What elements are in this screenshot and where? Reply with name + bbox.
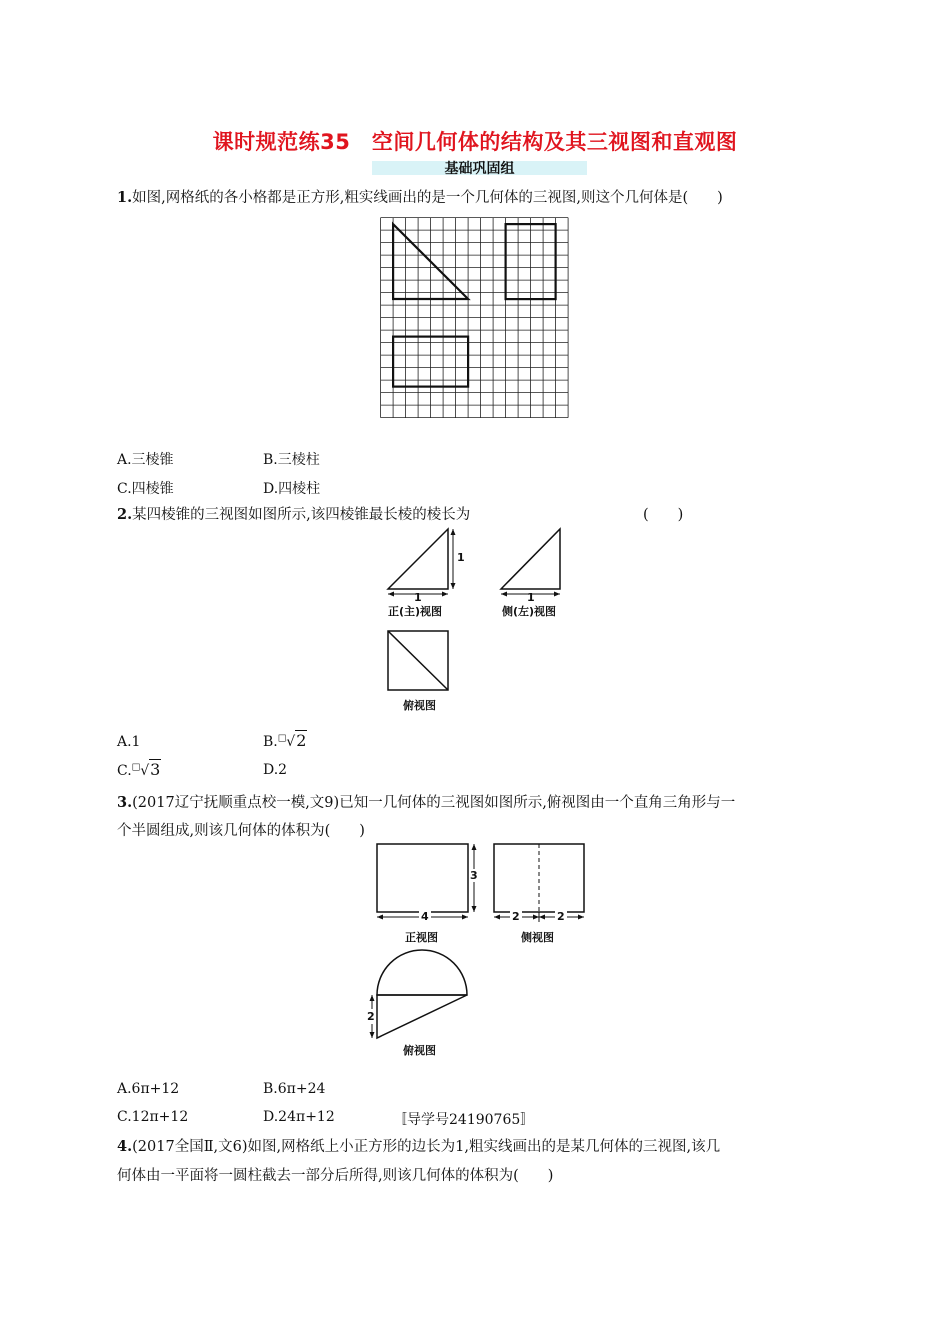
q3-side-caption: 侧视图	[521, 931, 554, 944]
q1-option-a[interactable]: A.三棱锥	[117, 452, 174, 468]
q3-front-caption: 正视图	[405, 931, 438, 944]
q1-option-d[interactable]: D.四棱柱	[263, 481, 321, 497]
question-2-text: 某四棱锥的三视图如图所示,该四棱锥最长棱的棱长为	[132, 507, 471, 523]
question-3-line-1: 3.(2017辽宁抚顺重点校一模,文9)已知一几何体的三视图如图所示,俯视图由一个直角三角形与一	[117, 794, 736, 811]
q3-dim-side-right: 2	[557, 910, 565, 923]
q3-front-view-rect	[377, 844, 468, 912]
q3-top-view-triangle	[377, 995, 467, 1038]
q3-dim-side-left: 2	[512, 910, 520, 923]
question-2-answer-paren: ( )	[643, 507, 684, 523]
q3-dim-front-height: 3	[470, 869, 478, 882]
q2-side-caption: 侧(左)视图	[502, 605, 557, 618]
page-title: 课时规范练35 空间几何体的结构及其三视图和直观图	[212, 130, 738, 154]
q2-option-d[interactable]: D.2	[263, 762, 288, 778]
q3-dim-top-height: 2	[367, 1010, 375, 1023]
q2-option-c[interactable]: C.□√3	[117, 760, 161, 779]
q2-dim-side-width: 1	[527, 591, 535, 604]
q3-option-a[interactable]: A.6π+12	[117, 1081, 180, 1097]
question-2-number: 2.	[117, 506, 133, 523]
question-4-number: 4.	[117, 1138, 133, 1155]
q3-option-b[interactable]: B.6π+24	[263, 1081, 326, 1097]
q3-top-caption: 俯视图	[403, 1044, 436, 1057]
q2-dim-height: 1	[457, 551, 465, 564]
q3-option-d[interactable]: D.24π+12	[263, 1109, 335, 1125]
q3-three-view-figure	[360, 840, 600, 1050]
question-1	[117, 184, 723, 212]
q2-top-caption: 俯视图	[403, 699, 436, 712]
q2-front-caption: 正(主)视图	[388, 605, 443, 618]
question-1-text: 如图,网格纸的各小格都是正方形,粗实线画出的是一个几何体的三视图,则这个几何体是( )	[132, 190, 723, 206]
q3-option-c[interactable]: C.12π+12	[117, 1109, 189, 1125]
q1-option-c[interactable]: C.四棱锥	[117, 481, 174, 497]
q1-option-b[interactable]: B.三棱柱	[263, 452, 320, 468]
q2-option-a[interactable]: A.1	[117, 734, 141, 750]
q1-grid-figure	[380, 217, 576, 427]
q2-option-b[interactable]: B.□√2	[263, 731, 307, 750]
q3-dim-front-width: 4	[421, 910, 429, 923]
q3-top-view-semicircle	[377, 950, 467, 995]
question-1-number: 1.	[117, 189, 133, 206]
question-3-line-2: 个半圆组成,则该几何体的体积为( )	[117, 823, 365, 839]
q2-dim-front-width: 1	[414, 591, 422, 604]
q2-front-view-triangle	[388, 529, 448, 589]
question-3-number: 3.	[117, 794, 133, 811]
q2-top-view-diagonal	[388, 631, 448, 690]
q2-three-view-figure	[385, 525, 575, 715]
question-4-line-1: 4.(2017全国Ⅱ,文6)如图,网格纸上小正方形的边长为1,粗实线画出的是某几何体的三视图,该几	[117, 1138, 721, 1155]
q3-reference-number: 〚导学号24190765〛	[393, 1112, 535, 1128]
question-4-line-2: 何体由一平面将一圆柱截去一部分后所得,则该几何体的体积为( )	[117, 1168, 554, 1184]
section-subtitle: 基础巩固组	[444, 161, 515, 177]
q2-side-view-triangle	[501, 529, 560, 589]
